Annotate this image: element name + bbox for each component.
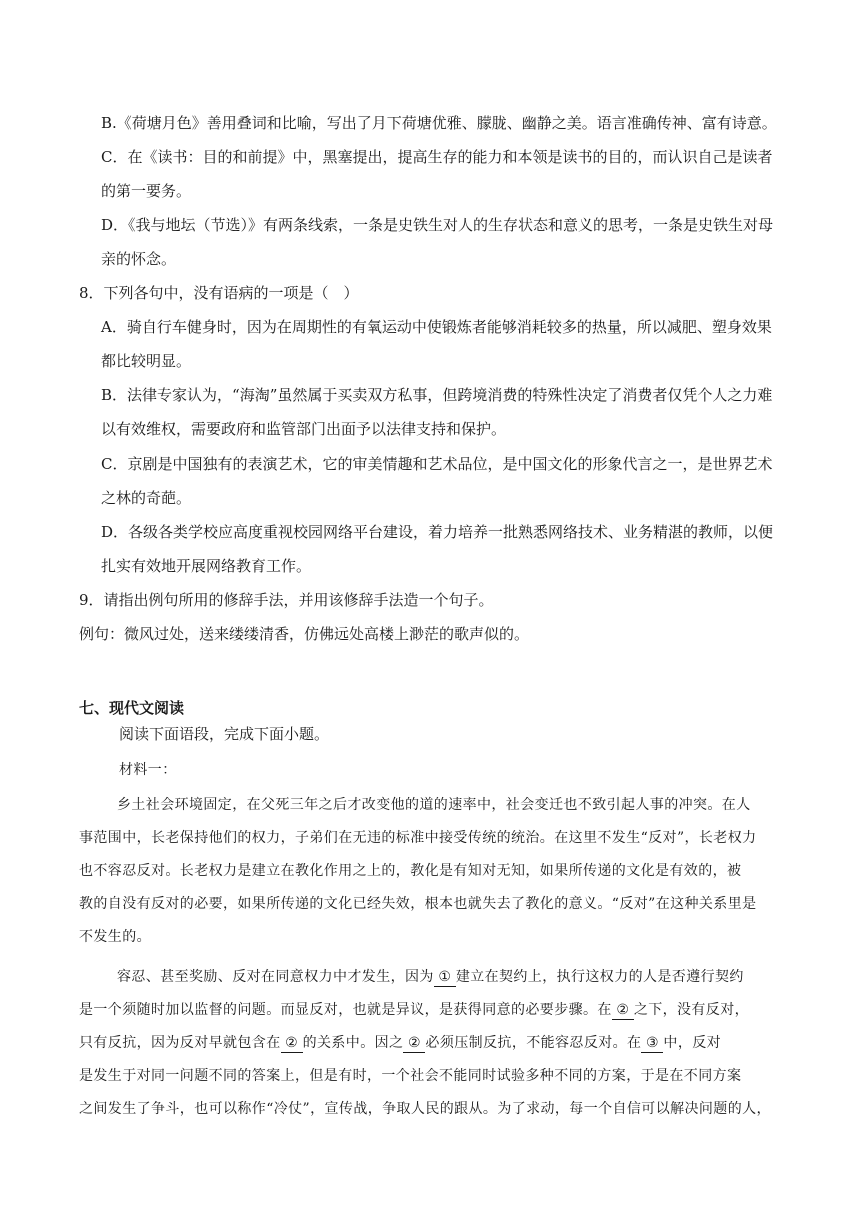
q8-option-b-line2: 以有效维权，需要政府和监管部门出面予以法律支持和保护。 (101, 420, 507, 438)
passage-p1-line2: 事范围中，长老保持他们的权力，子弟们在无违的标准中接受传统的统治。在这里不发生“反对”，长老权力 (79, 830, 757, 846)
reading-instruction: 阅读下面语段，完成下面小题。 (119, 725, 330, 743)
passage-p2-line4: 是发生于对同一问题不同的答案上，但是有时，一个社会不能同时试验多种不同的方案，于是在不同方案 (79, 1068, 742, 1084)
fill-blank-4[interactable]: ② (403, 1035, 425, 1053)
fill-blank-3[interactable]: ② (281, 1035, 303, 1053)
q8-option-d-line2: 扎实有效地开展网络教育工作。 (101, 557, 312, 575)
q7-option-d-line1: D．《我与地坛（节选）》有两条线索，一条是史铁生对人的生存状态和意义的思考，一条是史铁生对母 (101, 216, 774, 234)
q9-stem: 9．请指出例句所用的修辞手法，并用该修辞手法造一个句子。 (79, 591, 494, 609)
passage-p1-line5: 不发生的。 (79, 929, 151, 945)
passage-p2-line3: 只有反抗，因为反对早就包含在 ② 的关系中。因之 ② 必须压制反抗，不能容忍反对。在 ③ 中，反对 (79, 1035, 722, 1051)
q8-option-c-line1: C．京剧是中国独有的表演艺术，它的审美情趣和艺术品位，是中国文化的形象代言之一，是世界艺术 (101, 455, 773, 473)
q7-option-d-line2: 亲的怀念。 (101, 250, 177, 268)
passage-p2-line1: 容忍、甚至奖励、反对在同意权力中才发生，因为 ① 建立在契约上，执行这权力的人是否遵行契约 (117, 969, 744, 985)
passage-p1-line3: 也不容忍反对。长老权力是建立在教化作用之上的，教化是有知对无知，如果所传递的文化是有效的，被 (79, 863, 742, 879)
q8-stem: 8．下列各句中，没有语病的一项是（ ） (79, 284, 359, 302)
q8-option-a-line1: A．骑自行车健身时，因为在周期性的有氧运动中使锻炼者能够消耗较多的热量，所以减肥、塑身效果 (101, 318, 772, 336)
q8-option-d-line1: D．各级各类学校应高度重视校园网络平台建设，着力培养一批熟悉网络技术、业务精湛的教师，以便 (101, 523, 774, 541)
fill-blank-2[interactable]: ② (612, 1002, 634, 1020)
q8-option-b-line1: B．法律专家认为，“海淘”虽然属于买卖双方私事，但跨境消费的特殊性决定了消费者仅凭个人之力难 (101, 386, 773, 404)
material-label: 材料一： (119, 762, 177, 778)
q9-example-sentence: 例句：微风过处，送来缕缕清香，仿佛远处高楼上渺茫的歌声似的。 (79, 625, 530, 643)
q7-option-c-line1: C．在《读书：目的和前提》中，黑塞提出，提高生存的能力和本领是读书的目的，而认识自己是读者 (101, 148, 773, 166)
passage-p1-line4: 教的自没有反对的必要，如果所传递的文化已经失效，根本也就失去了教化的意义。“反对”在这种关系里是 (79, 896, 757, 912)
q7-option-c-line2: 的第一要务。 (101, 182, 192, 200)
q7-option-b: B.《荷塘月色》善用叠词和比喻，写出了月下荷塘优雅、朦胧、幽静之美。语言准确传神、富有诗意。 (101, 114, 777, 132)
passage-p2-line2: 是一个须随时加以监督的问题。而显反对，也就是异议，是获得同意的必要步骤。在 ② 之下，没有反对， (79, 1002, 750, 1018)
passage-p1-line1: 乡土社会环境固定，在父死三年之后才改变他的道的速率中，社会变迁也不致引起人事的冲突。在人 (117, 797, 751, 813)
fill-blank-1[interactable]: ① (434, 969, 456, 987)
fill-blank-5[interactable]: ③ (641, 1035, 663, 1053)
q8-option-c-line2: 之林的奇葩。 (101, 489, 192, 507)
passage-p2-line5: 之间发生了争斗，也可以称作“冷仗”，宣传战，争取人民的跟从。为了求动，每一个自信可以解决问题的人， (79, 1101, 771, 1117)
section-heading: 七、现代文阅读 (79, 699, 185, 717)
q8-option-a-line2: 都比较明显。 (101, 352, 192, 370)
